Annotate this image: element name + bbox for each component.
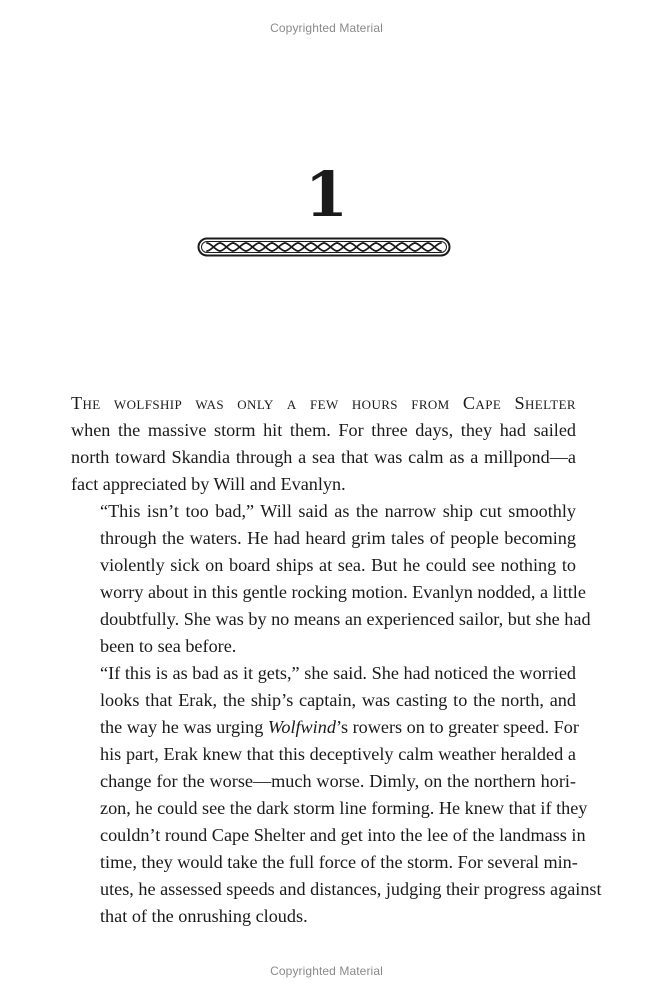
text-segment: ’s rowers on to greater speed. For: [335, 717, 579, 737]
text-line: north toward Skandia through a sea that was calm as a millpond—a: [71, 447, 576, 467]
ship-name: Wolfwind: [267, 717, 336, 737]
text-line: couldn’t round Cape Shelter and get into the lee of the landmass in: [100, 825, 586, 845]
text-line: his part, Erak knew that this deceptively calm weather heralded a: [100, 744, 576, 764]
text-line: looks that Erak, the ship’s captain, was casting to the north, and: [100, 690, 576, 710]
text-line: “If this is as bad as it gets,” she said. She had noticed the worried: [100, 663, 576, 683]
text-line: been to sea before.: [100, 636, 237, 656]
text-line: zon, he could see the dark storm line forming. He knew that if they: [100, 798, 588, 818]
text-line: [71, 714, 579, 741]
copyright-watermark-top: Copyrighted Material: [270, 21, 383, 35]
text-line: utes, he assessed speeds and distances, judging their progress against: [100, 879, 602, 899]
text-line: “This isn’t too bad,” Will said as the narrow ship cut smoothly: [100, 501, 576, 521]
chapter-number: 1: [304, 158, 349, 231]
text-line: when the massive storm hit them. For three days, they had sailed: [71, 420, 576, 440]
text-line: doubtfully. She was by no means an experienced sailor, but she had: [100, 609, 591, 629]
text-line: that of the onrushing clouds.: [100, 906, 308, 926]
celtic-knot-divider-icon: [197, 236, 451, 258]
text-line: worry about in this gentle rocking motion. Evanlyn nodded, a little: [100, 582, 586, 602]
text-line: change for the worse—much worse. Dimly, on the northern hori-: [100, 771, 576, 791]
paragraph-1: [71, 390, 576, 498]
paragraph-3: [71, 660, 602, 930]
chapter-body: [71, 390, 602, 930]
text-line: fact appreciated by Will and Evanlyn.: [71, 474, 346, 494]
text-line: through the waters. He had heard grim tales of people becoming: [100, 528, 576, 548]
paragraph-2: [71, 498, 591, 660]
text-line: The wolfship was only a few hours from Cape Shelter: [71, 393, 576, 413]
copyright-watermark-bottom: Copyrighted Material: [270, 964, 383, 978]
text-segment: the way he was urging: [100, 717, 268, 737]
text-line: time, they would take the full force of the storm. For several min-: [100, 852, 578, 872]
text-line: violently sick on board ships at sea. But he could see nothing to: [100, 555, 576, 575]
